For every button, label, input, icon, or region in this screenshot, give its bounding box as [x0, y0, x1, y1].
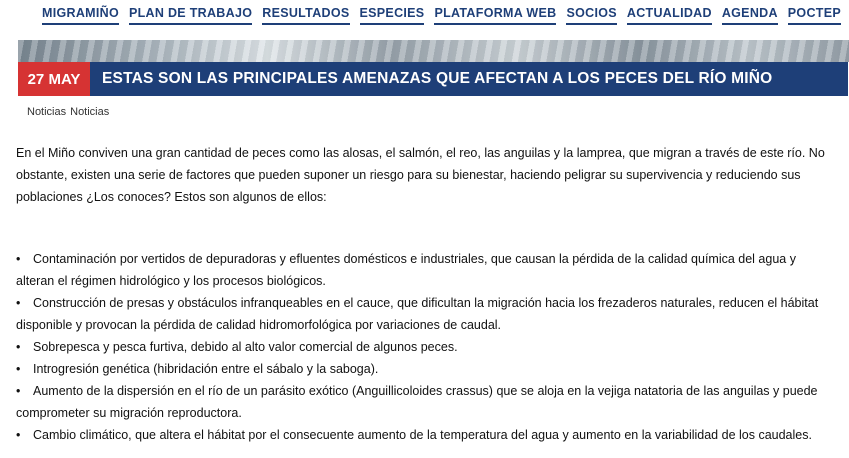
- hero-image: [18, 40, 849, 62]
- list-item: [16, 358, 834, 380]
- nav-item-especies[interactable]: ESPECIES: [360, 6, 425, 25]
- nav-item-resultados[interactable]: RESULTADOS: [262, 6, 349, 25]
- nav-item-poctep[interactable]: POCTEP: [788, 6, 841, 25]
- bullet-icon: •: [16, 362, 21, 376]
- list-item-text: Contaminación por vertidos de depuradoras y efluentes domésticos e industriales, que causan la pérdida de la calidad química del agua y alteran el régimen hidrológico y los procesos biológicos.: [16, 252, 796, 288]
- post-body: [16, 142, 834, 446]
- nav-item-plan-de-trabajo[interactable]: PLAN DE TRABAJO: [129, 6, 252, 25]
- nav-item-migramino[interactable]: MIGRAMIÑO: [42, 6, 119, 25]
- post-date-badge: 27 MAY: [18, 62, 90, 96]
- bullet-icon: •: [16, 252, 21, 266]
- post-intro-paragraph: En el Miño conviven una gran cantidad de peces como las alosas, el salmón, el reo, las anguilas y la lamprea, que migran a través de este río. No obstante, existen una serie de factores que pueden suponer un riesgo para su bienestar, haciendo peligrar su supervivencia y reduciendo sus poblaciones ¿Los conoces? Estos son algunos de ellos:: [16, 146, 825, 204]
- nav-item-actualidad[interactable]: ACTUALIDAD: [627, 6, 712, 25]
- threats-list: [16, 248, 834, 446]
- category-link[interactable]: Noticias: [70, 106, 110, 118]
- bullet-icon: •: [16, 384, 21, 398]
- post-title: ESTAS SON LAS PRINCIPALES AMENAZAS QUE AFECTAN A LOS PECES DEL RÍO MIÑO: [102, 70, 773, 87]
- bullet-icon: •: [16, 296, 21, 310]
- bullet-icon: •: [16, 428, 21, 442]
- bullet-icon: •: [16, 340, 21, 354]
- post-title-bar: [18, 62, 848, 96]
- list-item-text: Cambio climático, que altera el hábitat por el consecuente aumento de la temperatura del agua y aumento en la variabilidad de los caudales.: [33, 428, 812, 442]
- post-categories: [27, 106, 113, 118]
- list-item-text: Construcción de presas y obstáculos infranqueables en el cauce, que dificultan la migración hacia los frezaderos naturales, reducen el hábitat disponible y provocan la pérdida de calidad hidromorfológica por variaciones de caudal.: [16, 296, 819, 332]
- list-item: [16, 380, 834, 424]
- nav-item-agenda[interactable]: AGENDA: [722, 6, 778, 25]
- top-navigation: [0, 0, 849, 40]
- list-item-text: Aumento de la dispersión en el río de un parásito exótico (Anguillicoloides crassus) que se aloja en la vejiga natatoria de las anguilas y puede comprometer su migración reproductora.: [16, 384, 818, 420]
- list-item-text: Sobrepesca y pesca furtiva, debido al alto valor comercial de algunos peces.: [33, 340, 458, 354]
- list-item-text: Introgresión genética (hibridación entre el sábalo y la saboga).: [33, 362, 379, 376]
- list-item: [16, 336, 834, 358]
- nav-item-socios[interactable]: SOCIOS: [566, 6, 616, 25]
- nav-item-plataforma-web[interactable]: PLATAFORMA WEB: [434, 6, 556, 25]
- category-link[interactable]: Noticias: [27, 106, 67, 118]
- nav-menu: [42, 6, 841, 25]
- list-item: [16, 248, 834, 292]
- list-item: [16, 292, 834, 336]
- list-item: [16, 424, 834, 446]
